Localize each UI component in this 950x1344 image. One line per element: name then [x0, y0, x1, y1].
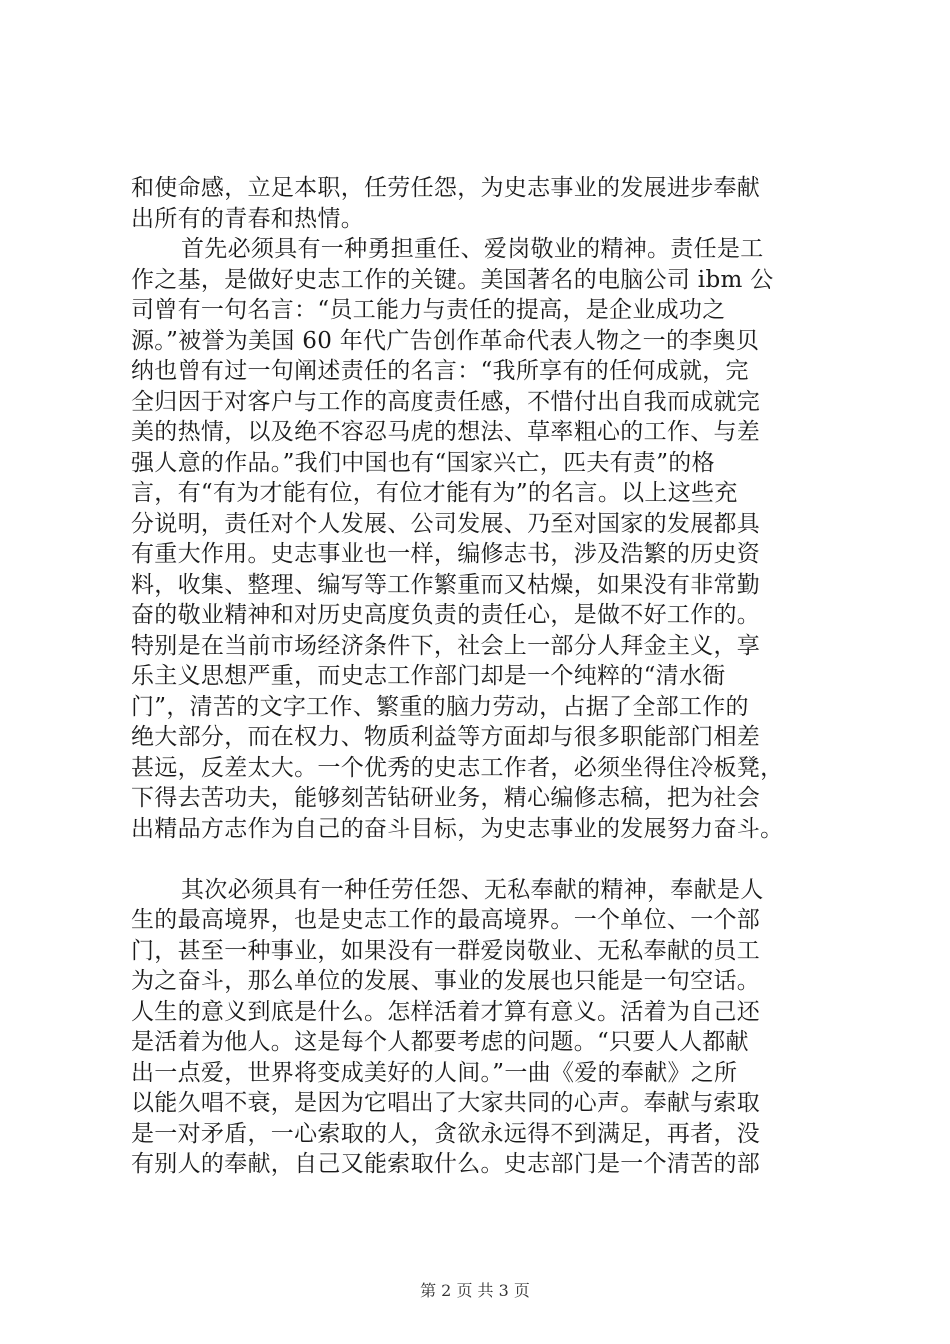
- text-line: 有别人的奉献，自己又能索取什么。史志部门是一个清苦的部: [131, 1151, 761, 1177]
- text-line: 生的最高境界，也是史志工作的最高境界。一个单位、一个部: [131, 907, 761, 933]
- text-line: 奋的敬业精神和对历史高度负责的责任心，是做不好工作的。: [131, 602, 761, 628]
- text-line: 出所有的青春和热情。: [131, 205, 364, 232]
- text-line: 分说明，责任对个人发展、公司发展、乃至对国家的发展都具: [131, 510, 761, 537]
- text-line: 人生的意义到底是什么。怎样活着才算有意义。活着为自己还: [131, 998, 761, 1025]
- text-line: 作之基，是做好史志工作的关键。美国著名的电脑公司 ibm 公: [131, 266, 774, 293]
- text-line: 和使命感，立足本职，任劳任怨，为史志事业的发展进步奉献: [131, 175, 761, 201]
- text-line: 其次必须具有一种任劳任怨、无私奉献的精神，奉献是人: [181, 876, 764, 903]
- text-line: 为之奋斗，那么单位的发展、事业的发展也只能是一句空话。: [131, 968, 761, 994]
- text-line: 绝大部分，而在权力、物质利益等方面却与很多职能部门相差: [131, 724, 761, 750]
- text-line: 料，收集、整理、编写等工作繁重而又枯燥，如果没有非常勤: [131, 571, 761, 598]
- text-line: 出一点爱，世界将变成美好的人间。”一曲《爱的奉献》之所: [131, 1059, 738, 1086]
- text-line: 下得去苦功夫，能够刻苦钻研业务，精心编修志稿，把为社会: [131, 785, 761, 811]
- text-line: 有重大作用。史志事业也一样，编修志书，涉及浩繁的历史资: [131, 541, 761, 567]
- text-line: 出精品方志作为自己的奋斗目标，为史志事业的发展努力奋斗。: [131, 815, 784, 842]
- text-line: 以能久唱不衰，是因为它唱出了大家共同的心声。奉献与索取: [131, 1090, 761, 1116]
- text-line: 首先必须具有一种勇担重任、爱岗敬业的精神。责任是工: [181, 236, 764, 262]
- text-line: 特别是在当前市场经济条件下，社会上一部分人拜金主义，享: [131, 632, 761, 659]
- text-line: 美的热情，以及绝不容忍马虎的想法、草率粗心的工作、与差: [131, 419, 761, 445]
- text-line: 强人意的作品。”我们中国也有“国家兴亡，匹夫有责”的格: [131, 449, 715, 476]
- paragraph: [131, 875, 831, 1180]
- page-footer: 第 2 页 共 3 页: [420, 1281, 530, 1300]
- text-line: 源。”被誉为美国 60 年代广告创作革命代表人物之一的李奥贝: [131, 327, 760, 354]
- text-line: 乐主义思想严重，而史志工作部门却是一个纯粹的“清水衙: [131, 663, 726, 689]
- text-line: 是一对矛盾，一心索取的人，贪欲永远得不到满足，再者，没: [131, 1120, 761, 1147]
- text-line: 门”，清苦的文字工作、繁重的脑力劳动，占据了全部工作的: [131, 693, 749, 720]
- text-line: 是活着为他人。这是每个人都要考虑的问题。“只要人人都献: [131, 1029, 749, 1055]
- text-line: 司曾有一句名言：“员工能力与责任的提高，是企业成功之: [131, 297, 726, 323]
- text-line: 言，有“有为才能有位，有位才能有为”的名言。以上这些充: [131, 480, 738, 506]
- text-line: 门，甚至一种事业，如果没有一群爱岗敬业、无私奉献的员工: [131, 937, 761, 964]
- text-line: 全归因于对客户与工作的高度责任感，不惜付出自我而成就完: [131, 388, 761, 415]
- paragraph: [131, 234, 831, 844]
- text-line: 纳也曾有过一句阐述责任的名言：“我所享有的任何成就，完: [131, 358, 749, 384]
- paragraph: [131, 173, 831, 234]
- text-line: 甚远，反差太大。一个优秀的史志工作者，必须坐得住冷板凳，: [131, 754, 784, 781]
- paragraph-spacer: [131, 844, 831, 875]
- document-body: [131, 173, 831, 1180]
